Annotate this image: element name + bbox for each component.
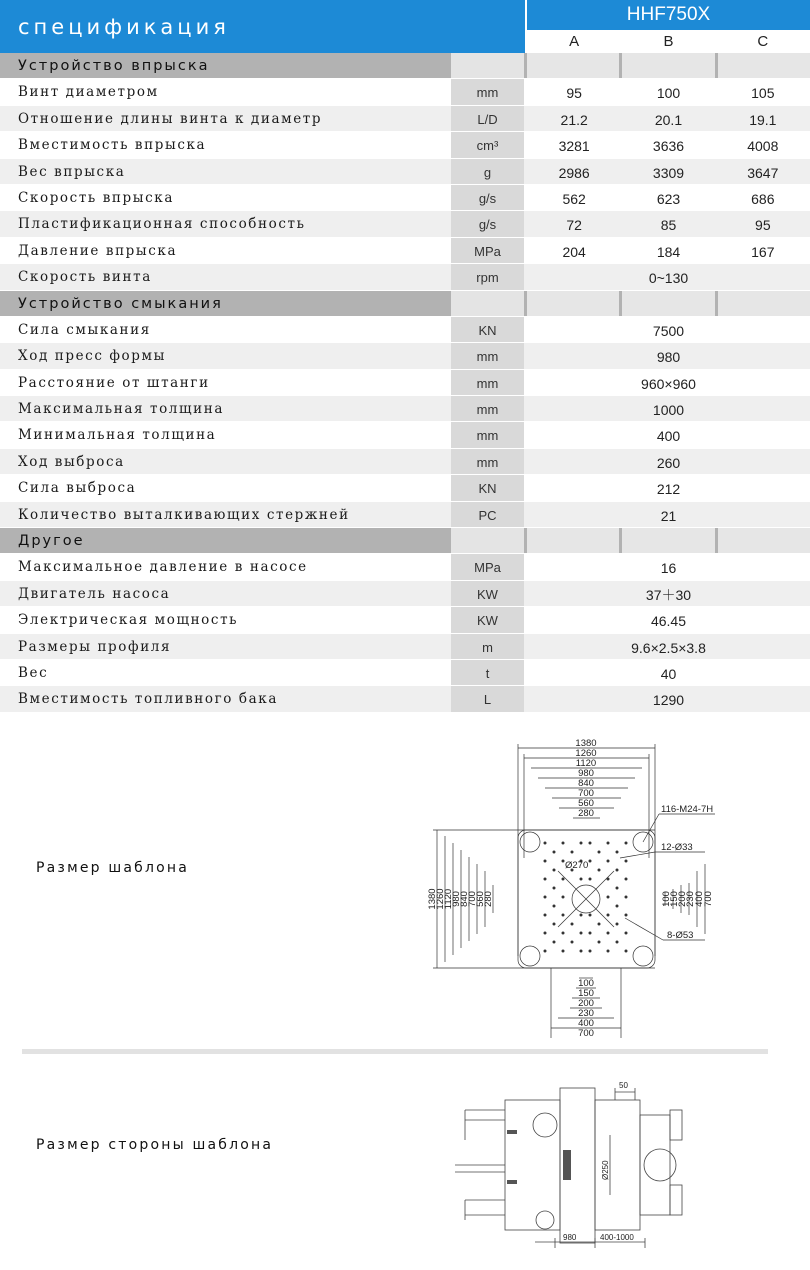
parameter-name: Давление впрыска [18, 242, 178, 259]
value-cell: 72 [566, 217, 582, 234]
column-c: C [757, 33, 769, 50]
bolt-hole [589, 932, 592, 935]
value-cells [527, 79, 810, 104]
spec-table [0, 53, 810, 713]
value-cell: 37＋30 [645, 586, 692, 603]
parameter-name: Двигатель насоса [18, 585, 171, 602]
bolt-hole [607, 950, 610, 953]
bolt-hole [544, 878, 547, 881]
bolt-hole [544, 896, 547, 899]
value-cell: 1000 [652, 402, 685, 419]
spec-row [0, 581, 810, 607]
dim-top-700: 700 [578, 788, 594, 799]
bolt-hole [562, 950, 565, 953]
bolt-hole [571, 851, 574, 854]
spec-row [0, 634, 810, 660]
section-title: Другое [18, 533, 85, 550]
value-cell: 95 [566, 85, 582, 102]
dim-top-840: 840 [578, 778, 594, 789]
parameter-name: Вес [18, 664, 49, 681]
side-view-drawing [445, 1070, 695, 1255]
dim-left-840: 840 [459, 891, 470, 907]
dim-top-980: 980 [578, 768, 594, 779]
spec-row [0, 343, 810, 369]
unit-cell: g/s [451, 211, 524, 236]
unit-cell: KW [451, 607, 524, 632]
unit-cell: KN [451, 475, 524, 500]
parameter-name: Размеры профиля [18, 638, 172, 655]
bolt-hole [553, 905, 556, 908]
bolt-hole [616, 923, 619, 926]
bolt-hole [589, 950, 592, 953]
bolt-hole [589, 914, 592, 917]
bolt-hole [553, 851, 556, 854]
value-cell: 100 [656, 85, 681, 102]
dim-bottom-700: 700 [578, 1028, 594, 1039]
unit-cell: MPa [451, 554, 524, 579]
value-cell: 204 [562, 243, 586, 260]
value-cell: 2986 [558, 164, 590, 181]
column-a: A [569, 33, 580, 50]
parameter-name: Скорость винта [18, 269, 152, 286]
value-cell: 19.1 [749, 111, 777, 128]
bolt-hole [553, 869, 556, 872]
dim-top-1120: 1120 [575, 758, 597, 769]
parameter-name: Вместимость топливного бака [18, 691, 278, 708]
value-cell: 260 [656, 454, 681, 471]
callout-m24: 116-M24-7H [661, 804, 714, 815]
parameter-name: Ход пресс формы [18, 348, 166, 365]
spec-row [0, 211, 810, 237]
bolt-hole [571, 941, 574, 944]
unit-cell: L/D [451, 106, 524, 131]
unit-cell [451, 53, 524, 78]
spec-row [0, 502, 810, 528]
spec-row [0, 317, 810, 343]
value-cell: 184 [656, 243, 681, 260]
unit-cell: mm [451, 396, 524, 421]
unit-cell [451, 291, 524, 316]
unit-cell: KN [451, 317, 524, 342]
spec-row [0, 132, 810, 158]
parameter-name: Ход выброса [18, 453, 125, 470]
model-name: HHF750X [527, 0, 810, 30]
bolt-hole [598, 851, 601, 854]
variant-columns [527, 31, 810, 53]
parameter-name: Сила выброса [18, 480, 137, 497]
bolt-hole [562, 914, 565, 917]
section-value-cells [527, 291, 810, 316]
value-cell: 105 [751, 85, 775, 102]
bolt-hole [553, 887, 556, 890]
value-cell: 686 [751, 190, 775, 207]
parameter-name: Максимальная толщина [18, 401, 224, 418]
parameter-name: Пластификационная способность [18, 216, 306, 233]
page-title: спецификация [0, 0, 525, 53]
value-cell: 0~130 [648, 270, 689, 287]
unit-cell: rpm [451, 264, 524, 289]
bolt-hole [544, 932, 547, 935]
value-cells [527, 159, 810, 184]
bolt-hole [616, 851, 619, 854]
bolt-hole [571, 923, 574, 926]
value-cell: 7500 [652, 322, 685, 339]
parameter-name: Отношение длины винта к диаметр [18, 110, 323, 127]
value-cell: 167 [751, 243, 775, 260]
dim-left-1260: 1260 [435, 888, 446, 910]
unit-cell: KW [451, 581, 524, 606]
dim-top-280: 280 [578, 808, 594, 819]
dim-top-1380: 1380 [575, 738, 597, 749]
spec-row [0, 660, 810, 686]
spec-row [0, 185, 810, 211]
bolt-hole [562, 896, 565, 899]
callout-d270: Ø270 [565, 860, 589, 871]
side-dim-d250: Ø250 [601, 1160, 610, 1180]
spec-row [0, 159, 810, 185]
value-cells [527, 185, 810, 210]
section-title: Устройство смыкания [18, 295, 223, 312]
unit-cell: g [451, 159, 524, 184]
bolt-hole [580, 878, 583, 881]
template-label: Размер шаблона [36, 860, 190, 876]
dim-left-560: 560 [475, 891, 486, 907]
platen-drawing [415, 738, 735, 1043]
unit-cell: mm [451, 370, 524, 395]
parameter-name: Сила смыкания [18, 321, 151, 338]
spec-row [0, 422, 810, 448]
dim-bottom-150: 150 [578, 988, 594, 999]
value-cell: 46.45 [650, 613, 687, 630]
bolt-hole [544, 914, 547, 917]
value-cell: 9.6×2.5×3.8 [631, 639, 706, 656]
dim-right-230: 230 [685, 891, 696, 907]
dim-top-560: 560 [578, 798, 594, 809]
value-cell: 21 [660, 507, 677, 524]
parameter-name: Скорость впрыска [18, 189, 174, 206]
bolt-hole [625, 842, 628, 845]
bolt-hole [616, 869, 619, 872]
dim-right-200: 200 [677, 891, 688, 907]
parameter-name: Вместимость впрыска [18, 137, 207, 154]
bolt-hole [544, 842, 547, 845]
section-value-cells [527, 528, 810, 553]
value-cell: 85 [660, 217, 677, 234]
section-header [0, 53, 810, 79]
value-cell: 1290 [652, 692, 685, 709]
value-cell: 3647 [747, 164, 779, 181]
value-cell: 3281 [558, 138, 590, 155]
section-title: Устройство впрыска [18, 58, 210, 74]
bolt-hole [580, 950, 583, 953]
unit-cell: L [451, 686, 524, 711]
bolt-hole [607, 932, 610, 935]
bolt-hole [607, 914, 610, 917]
spec-row [0, 607, 810, 633]
bolt-hole [562, 932, 565, 935]
spec-row [0, 264, 810, 290]
bolt-hole [616, 887, 619, 890]
bolt-hole [580, 914, 583, 917]
bolt-hole [544, 860, 547, 863]
spec-row [0, 370, 810, 396]
section-header [0, 291, 810, 317]
side-dim-980: 980 [563, 1233, 577, 1242]
parameter-name: Максимальное давление в насосе [18, 559, 308, 576]
dim-right-400: 400 [694, 891, 705, 907]
dim-top-1260: 1260 [575, 748, 597, 759]
bolt-hole [625, 896, 628, 899]
bolt-hole-pattern [544, 842, 628, 953]
spec-row [0, 449, 810, 475]
unit-cell [451, 528, 524, 553]
parameter-name: Расстояние от штанги [18, 374, 210, 391]
unit-cell: m [451, 634, 524, 659]
unit-cell: mm [451, 343, 524, 368]
parameter-name: Вес впрыска [18, 163, 126, 180]
bolt-hole [625, 860, 628, 863]
section-value-cells [527, 53, 810, 78]
value-cells [527, 106, 810, 131]
unit-cell: PC [451, 502, 524, 527]
spec-row [0, 475, 810, 501]
unit-cell: mm [451, 449, 524, 474]
side-dim-50: 50 [619, 1081, 628, 1090]
bolt-hole [607, 860, 610, 863]
spec-row [0, 396, 810, 422]
dim-right-150: 150 [669, 891, 680, 907]
unit-cell: mm [451, 79, 524, 104]
bolt-hole [580, 842, 583, 845]
column-b: B [663, 33, 674, 50]
value-cell: 16 [660, 560, 677, 577]
unit-cell: mm [451, 422, 524, 447]
dim-left-700: 700 [467, 891, 478, 907]
side-template-label: Размер стороны шаблона [36, 1137, 274, 1153]
spec-row [0, 238, 810, 264]
bolt-hole [598, 923, 601, 926]
dim-bottom-230: 230 [578, 1008, 594, 1019]
bolt-hole [607, 878, 610, 881]
bolt-hole [562, 878, 565, 881]
bolt-hole [544, 950, 547, 953]
value-cell: 3636 [652, 138, 685, 155]
dim-left-1120: 1120 [443, 888, 454, 910]
value-cell: 960×960 [641, 375, 696, 392]
value-cell: 400 [656, 428, 681, 445]
bolt-hole [625, 950, 628, 953]
bolt-hole [625, 914, 628, 917]
bolt-hole [625, 932, 628, 935]
bolt-hole [589, 842, 592, 845]
callout-8-d53: 8-Ø53 [667, 930, 694, 941]
value-cell: 980 [656, 349, 681, 366]
value-cell: 95 [755, 217, 771, 234]
value-cell: 3309 [652, 164, 685, 181]
unit-cell: cm³ [451, 132, 524, 157]
bolt-hole [607, 896, 610, 899]
value-cell: 623 [656, 190, 681, 207]
bolt-hole [553, 923, 556, 926]
parameter-name: Количество выталкивающих стержней [18, 506, 350, 523]
value-cell: 562 [562, 190, 586, 207]
bolt-hole [589, 860, 592, 863]
bolt-hole [562, 842, 565, 845]
value-cells [527, 132, 810, 157]
bolt-hole [616, 941, 619, 944]
bolt-hole [625, 878, 628, 881]
dim-bottom-400: 400 [578, 1018, 594, 1029]
dim-left-280: 280 [483, 891, 494, 907]
value-cell: 20.1 [654, 111, 683, 128]
bolt-hole [607, 842, 610, 845]
unit-cell: MPa [451, 238, 524, 263]
bolt-hole [553, 941, 556, 944]
value-cell: 212 [656, 481, 681, 498]
unit-cell: g/s [451, 185, 524, 210]
value-cell: 4008 [747, 138, 779, 155]
value-cell: 21.2 [560, 111, 588, 128]
bolt-hole [616, 905, 619, 908]
parameter-name: Минимальная толщина [18, 427, 217, 444]
spec-row [0, 686, 810, 712]
dim-left-1380: 1380 [427, 888, 438, 910]
bolt-hole [598, 941, 601, 944]
section-header [0, 528, 810, 554]
value-cells [527, 238, 810, 263]
dim-left-980: 980 [451, 891, 462, 907]
section-divider [22, 1049, 768, 1054]
bolt-hole [598, 869, 601, 872]
spec-header [0, 0, 810, 53]
dim-bottom-200: 200 [578, 998, 594, 1009]
dim-bottom-100: 100 [578, 978, 594, 989]
spec-row [0, 554, 810, 580]
parameter-name: Винт диаметром [18, 84, 159, 101]
value-cells [527, 211, 810, 236]
spec-row [0, 106, 810, 132]
dim-right-700: 700 [703, 891, 714, 907]
bolt-hole [580, 932, 583, 935]
value-cell: 40 [660, 665, 677, 682]
parameter-name: Электрическая мощность [18, 612, 239, 629]
bolt-hole [589, 878, 592, 881]
spec-row [0, 79, 810, 105]
dim-right-100: 100 [661, 891, 672, 907]
unit-cell: t [451, 660, 524, 685]
callout-12-d33: 12-Ø33 [661, 842, 693, 853]
side-dim-400-1000: 400-1000 [600, 1233, 634, 1242]
